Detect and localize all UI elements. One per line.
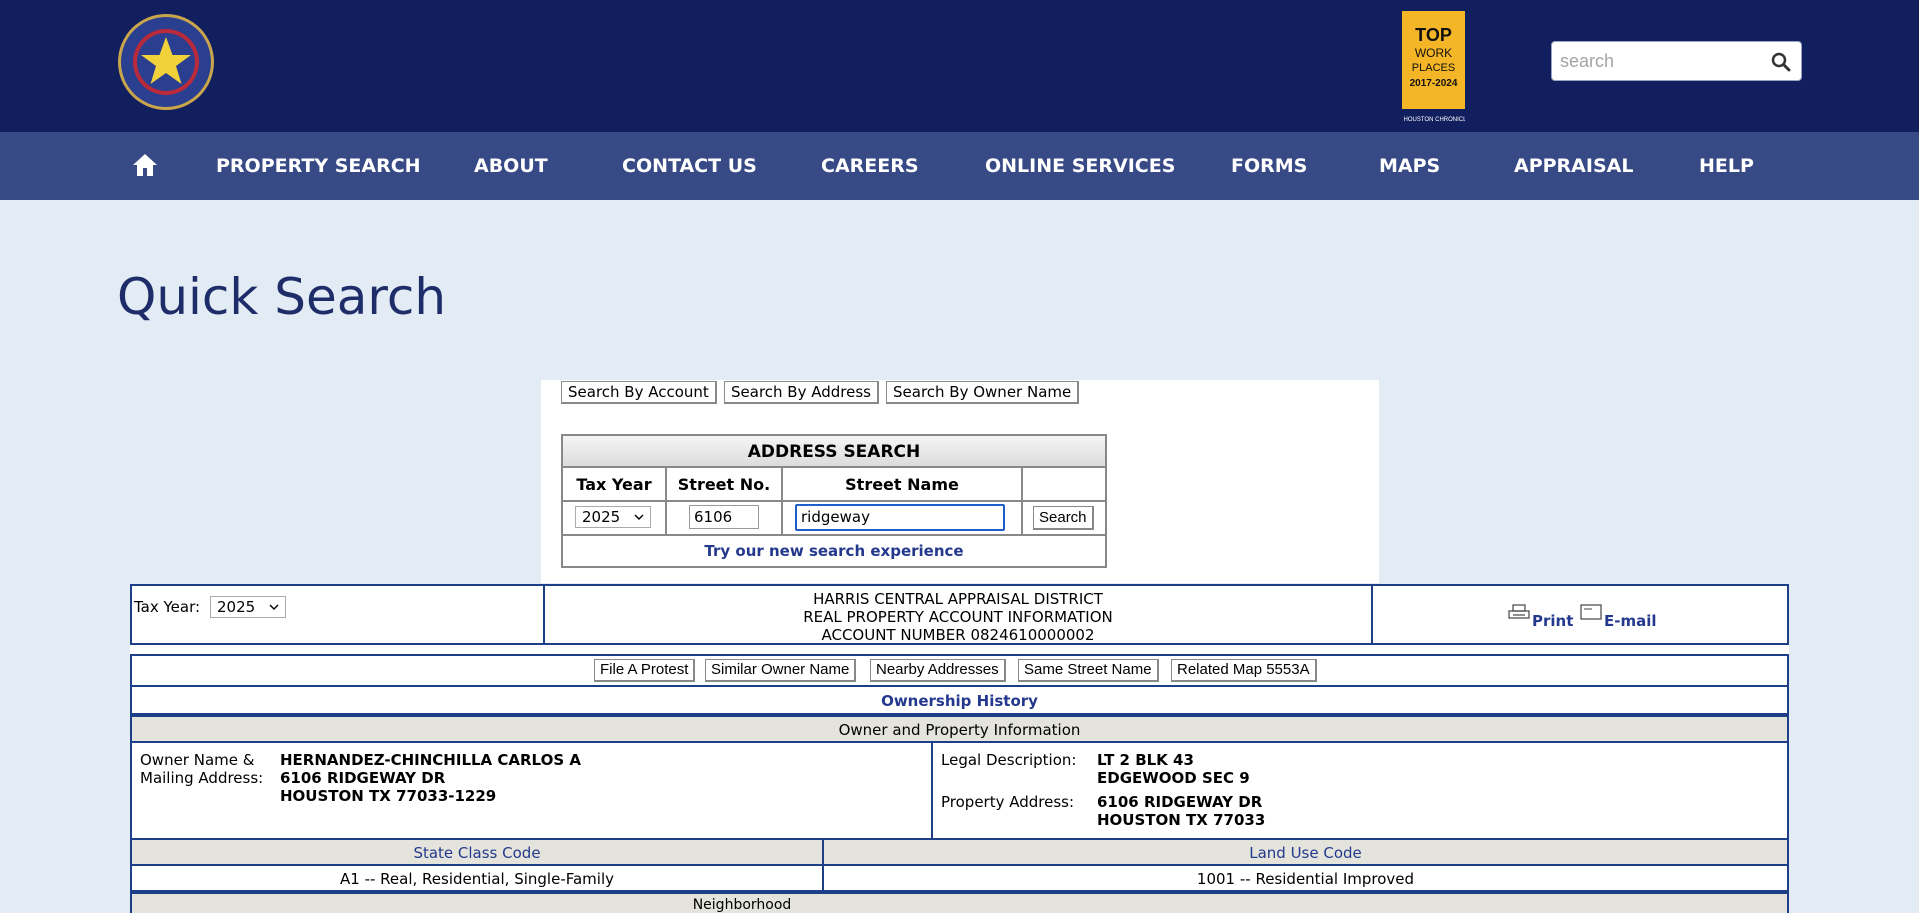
nav-maps[interactable]: MAPS: [1379, 155, 1441, 177]
owner-address-1: 6106 RIDGEWAY DR: [280, 769, 446, 787]
state-class-value: A1 -- Real, Residential, Single-Family: [340, 870, 614, 888]
similar-owner-button[interactable]: Similar Owner Name: [705, 659, 856, 682]
nav-property-search[interactable]: PROPERTY SEARCH: [216, 155, 421, 177]
svg-text:PLACES: PLACES: [1411, 62, 1456, 74]
org-name: HARRIS CENTRAL APPRAISAL DISTRICT: [813, 590, 1103, 608]
nav-help[interactable]: HELP: [1699, 155, 1754, 177]
try-new-search-link[interactable]: Try our new search experience: [704, 542, 964, 560]
print-email-cell: [1371, 584, 1789, 645]
email-icon[interactable]: [1580, 604, 1602, 620]
svg-text:TOP: TOP: [1415, 25, 1452, 45]
account-subtitle: REAL PROPERTY ACCOUNT INFORMATION: [803, 608, 1113, 626]
owner-property-heading: [130, 715, 1789, 743]
site-header: [0, 0, 1919, 132]
owner-label-2: Mailing Address:: [140, 769, 264, 787]
chevron-down-icon: [269, 600, 279, 614]
divider: [1021, 468, 1023, 534]
land-use-heading: [822, 838, 1789, 866]
land-table-header: [130, 892, 1789, 913]
address-search-form: [561, 434, 1107, 568]
site-search-input[interactable]: [1560, 48, 1760, 74]
ownership-history-row: [130, 685, 1789, 715]
property-address-1: 6106 RIDGEWAY DR: [1097, 793, 1263, 811]
street-no-input[interactable]: 6106: [689, 505, 759, 529]
search-by-address-button[interactable]: Search By Address: [724, 381, 879, 404]
hcad-seal-logo[interactable]: [117, 13, 215, 111]
tax-year-value: 2025: [582, 508, 621, 526]
land-use-label: Land Use Code: [1249, 844, 1362, 862]
property-cell: [931, 741, 1789, 840]
top-workplaces-badge: [1402, 11, 1465, 127]
search-by-account-button[interactable]: Search By Account: [561, 381, 717, 404]
printer-icon[interactable]: [1508, 604, 1530, 622]
owner-label-1: Owner Name &: [140, 751, 255, 769]
col-tax-year: Tax Year: [576, 475, 652, 494]
state-class-heading: [130, 838, 824, 866]
legal-2: EDGEWOOD SEC 9: [1097, 769, 1250, 787]
legal-label: Legal Description:: [941, 751, 1077, 769]
col-street-no: Street No.: [677, 475, 771, 494]
owner-address-2: HOUSTON TX 77033-1229: [280, 787, 497, 805]
property-address-label: Property Address:: [941, 793, 1075, 811]
divider: [563, 500, 1105, 502]
section-title: Owner and Property Information: [838, 721, 1081, 739]
print-link[interactable]: Print: [1532, 612, 1574, 630]
land-use-cell: [822, 864, 1789, 892]
file-protest-button[interactable]: File A Protest: [594, 659, 695, 682]
account-number: ACCOUNT NUMBER 0824610000002: [821, 626, 1095, 644]
neighborhood-label: Neighborhood: [692, 897, 792, 913]
address-search-heading: ADDRESS SEARCH: [563, 436, 1105, 468]
property-address-2: HOUSTON TX 77033: [1097, 811, 1266, 829]
svg-text:WORK: WORK: [1414, 46, 1453, 60]
nearby-addresses-button[interactable]: Nearby Addresses: [870, 659, 1006, 682]
address-search-button[interactable]: Search: [1033, 506, 1094, 530]
svg-text:2017-2024: 2017-2024: [1409, 78, 1458, 89]
tax-year-label: Tax Year:: [134, 598, 201, 616]
state-class-label: State Class Code: [413, 844, 541, 862]
nav-appraisal[interactable]: APPRAISAL: [1514, 155, 1634, 177]
site-search[interactable]: [1551, 41, 1802, 81]
legal-1: LT 2 BLK 43: [1097, 751, 1194, 769]
nav-contact-us[interactable]: CONTACT US: [622, 155, 757, 177]
page-title: Quick Search: [117, 268, 447, 326]
land-use-value: 1001 -- Residential Improved: [1196, 870, 1415, 888]
account-tax-year-select[interactable]: [210, 596, 286, 618]
nav-about[interactable]: ABOUT: [474, 155, 548, 177]
search-icon[interactable]: [1771, 52, 1791, 72]
nav-online-services[interactable]: ONLINE SERVICES: [985, 155, 1176, 177]
account-tax-year-value: 2025: [217, 598, 256, 616]
nav-forms[interactable]: FORMS: [1231, 155, 1308, 177]
state-class-cell: [130, 864, 824, 892]
email-link[interactable]: E-mail: [1604, 612, 1657, 630]
svg-text:HOUSTON CHRONICLE: HOUSTON CHRONICLE: [1403, 117, 1465, 123]
same-street-button[interactable]: Same Street Name: [1018, 659, 1159, 682]
account-header-cell: [543, 584, 1373, 645]
tax-year-select[interactable]: [575, 506, 651, 528]
owner-cell: [130, 741, 933, 840]
search-by-owner-button[interactable]: Search By Owner Name: [886, 381, 1079, 404]
ownership-history-link[interactable]: Ownership History: [881, 692, 1038, 710]
home-icon[interactable]: [132, 152, 158, 178]
tax-year-cell: [130, 584, 545, 645]
main-nav: [0, 132, 1919, 200]
related-map-button[interactable]: Related Map 5553A: [1171, 659, 1317, 682]
street-name-input[interactable]: ridgeway: [795, 504, 1005, 531]
chevron-down-icon: [634, 510, 644, 524]
nav-careers[interactable]: CAREERS: [821, 155, 919, 177]
owner-name: HERNANDEZ-CHINCHILLA CARLOS A: [280, 751, 581, 769]
col-street-name: Street Name: [845, 475, 959, 494]
